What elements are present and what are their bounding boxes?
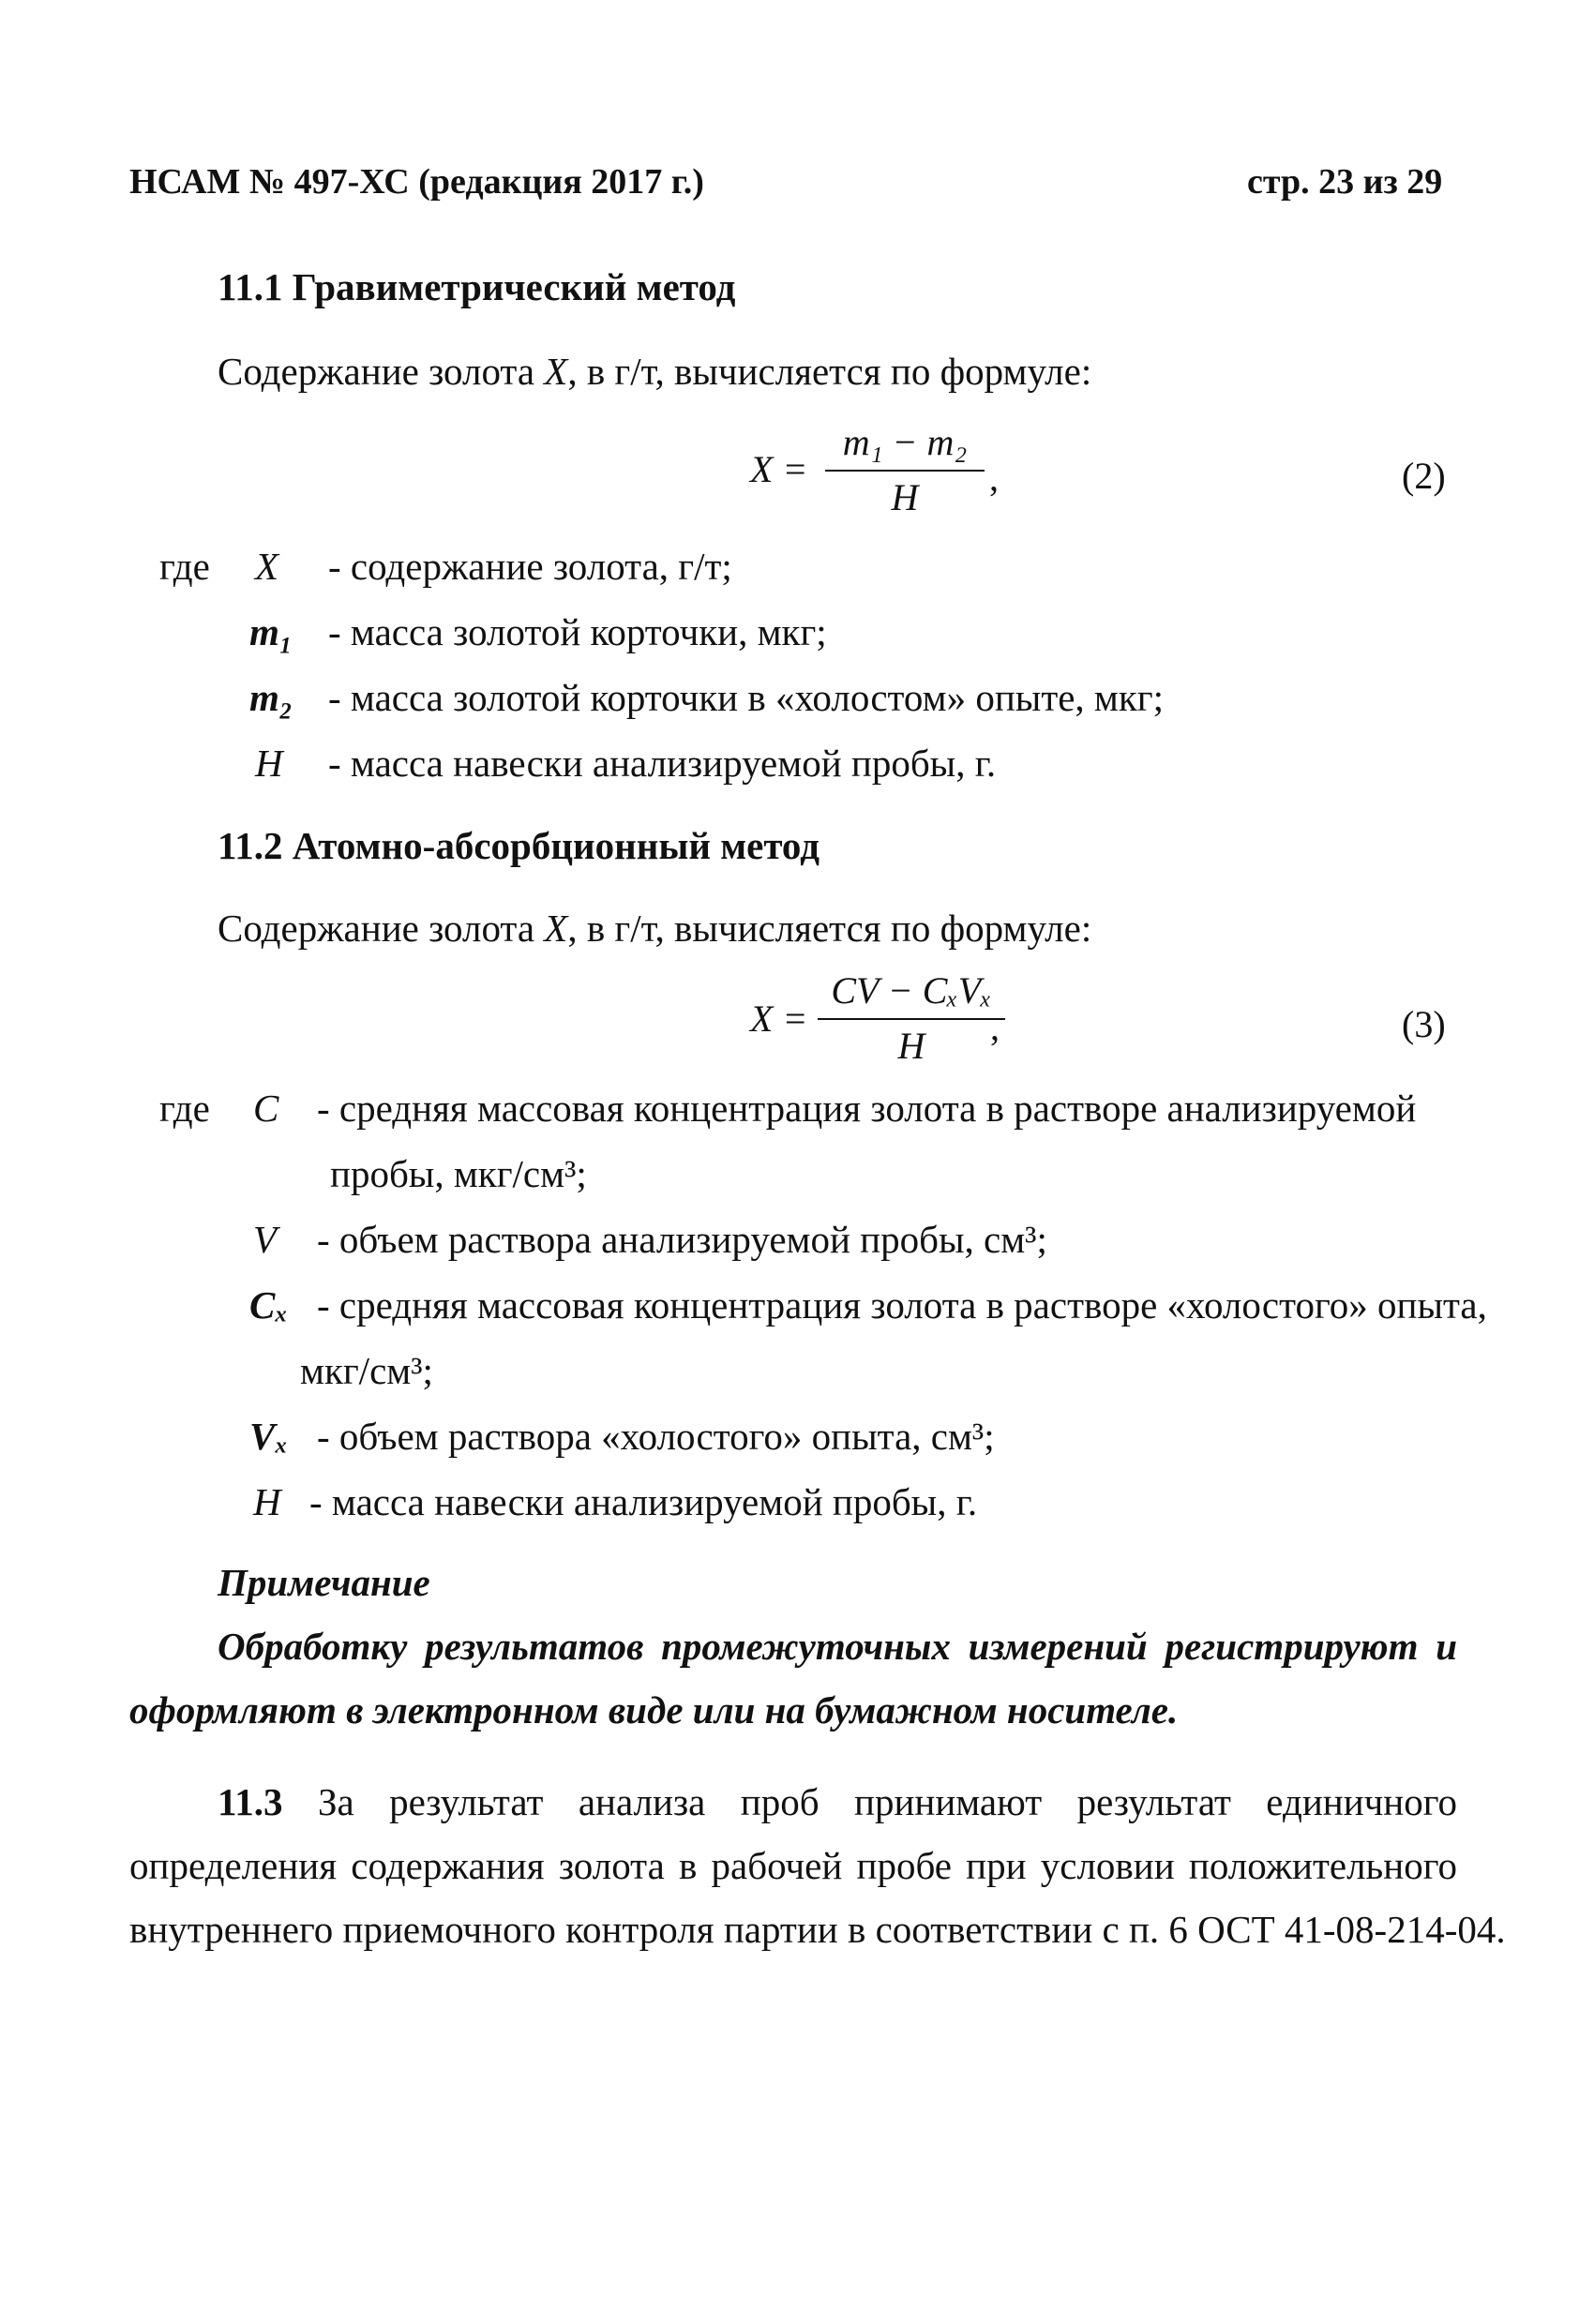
section-11-3-line-2: определения содержания золота в рабочей пробе при условии положительного	[129, 1844, 1457, 1887]
def-symbol: m₁	[249, 610, 293, 653]
formula-2-comma: ,	[989, 457, 999, 499]
formula-3-numerator: CV − CₓVₓ	[831, 969, 992, 1012]
intro-text: Содержание золота	[218, 907, 545, 950]
formula-3-comma: ,	[990, 1006, 1000, 1048]
formula-3-fraction	[818, 968, 1005, 1068]
page-number: стр. 23 из 29	[1247, 162, 1443, 202]
intro-text-suffix: , в г/т, вычисляется по формуле:	[567, 350, 1092, 393]
formula-3-denominator: H	[897, 1025, 925, 1067]
def-symbol: V	[253, 1218, 278, 1261]
def-text: - масса золотой корточки, мкг;	[328, 610, 827, 653]
intro-text-suffix: , в г/т, вычисляется по формуле:	[567, 907, 1092, 950]
def-text: - масса навески анализируемой пробы, г.	[309, 1480, 978, 1523]
section-11-3-number: 11.3	[218, 1780, 283, 1823]
def-symbol: C	[253, 1087, 279, 1130]
def-text: - масса навески анализируемой пробы, г.	[328, 742, 997, 785]
def-symbol: X	[255, 545, 279, 588]
section-11-3-line-3: внутреннего приемочного контроля партии в соответствии с п. 6 ОСТ 41-08-214-04.	[129, 1908, 1506, 1951]
def-symbol: m₂	[249, 676, 293, 719]
def-text-continuation: пробы, мкг/см³;	[330, 1152, 587, 1195]
formula-2-numerator: m₁ − m₂	[842, 421, 968, 463]
section-11-2-intro	[218, 906, 1091, 951]
def-symbol: Vₓ	[249, 1415, 289, 1458]
where-word: где	[159, 1087, 210, 1130]
note-line-2: оформляют в электронном виде или на бумажном носителе.	[129, 1688, 1179, 1732]
where-word: где	[159, 545, 210, 588]
def-symbol: H	[253, 1480, 281, 1523]
fraction-bar	[825, 470, 985, 472]
def-text: - объем раствора «холостого» опыта, см³;	[317, 1415, 995, 1458]
intro-text: Содержание золота	[218, 350, 545, 393]
intro-var: X	[544, 907, 568, 950]
section-11-1-intro	[218, 349, 1091, 394]
note-line-1: Обработку результатов промежуточных измерений регистрируют и	[218, 1625, 1457, 1668]
note-title: Примечание	[218, 1561, 430, 1604]
fraction-bar	[818, 1018, 1005, 1020]
section-11-1-title: 11.1 Гравиметрический метод	[218, 265, 736, 308]
def-text: - объем раствора анализируемой пробы, см³;	[317, 1218, 1047, 1261]
intro-var: X	[544, 350, 568, 393]
def-text-continuation: мкг/см³;	[300, 1349, 433, 1392]
formula-2-fraction	[825, 420, 985, 519]
equation-number-2: (2)	[1402, 455, 1446, 497]
def-symbol: Cₓ	[249, 1283, 289, 1327]
def-text: - средняя массовая концентрация золота в растворе анализируемой	[317, 1087, 1417, 1130]
formula-3-lhs: X =	[750, 997, 808, 1040]
equation-number-3: (3)	[1402, 1003, 1446, 1045]
def-text: - средняя массовая концентрация золота в растворе «холостого» опыта,	[317, 1283, 1487, 1327]
def-text: - масса золотой корточки в «холостом» опыте, мкг;	[328, 676, 1165, 719]
section-11-3-line-1	[218, 1779, 1457, 1824]
section-11-2-title: 11.2 Атомно-абсорбционный метод	[218, 824, 820, 867]
document-id: НСАМ № 497-ХС (редакция 2017 г.)	[129, 162, 704, 202]
def-text: - содержание золота, г/т;	[328, 545, 732, 588]
section-11-3-text: За результат анализа проб принимают результат единичного	[317, 1780, 1458, 1823]
def-symbol: H	[255, 742, 283, 785]
formula-2-denominator: H	[891, 476, 919, 518]
formula-2-lhs: X =	[750, 448, 808, 490]
